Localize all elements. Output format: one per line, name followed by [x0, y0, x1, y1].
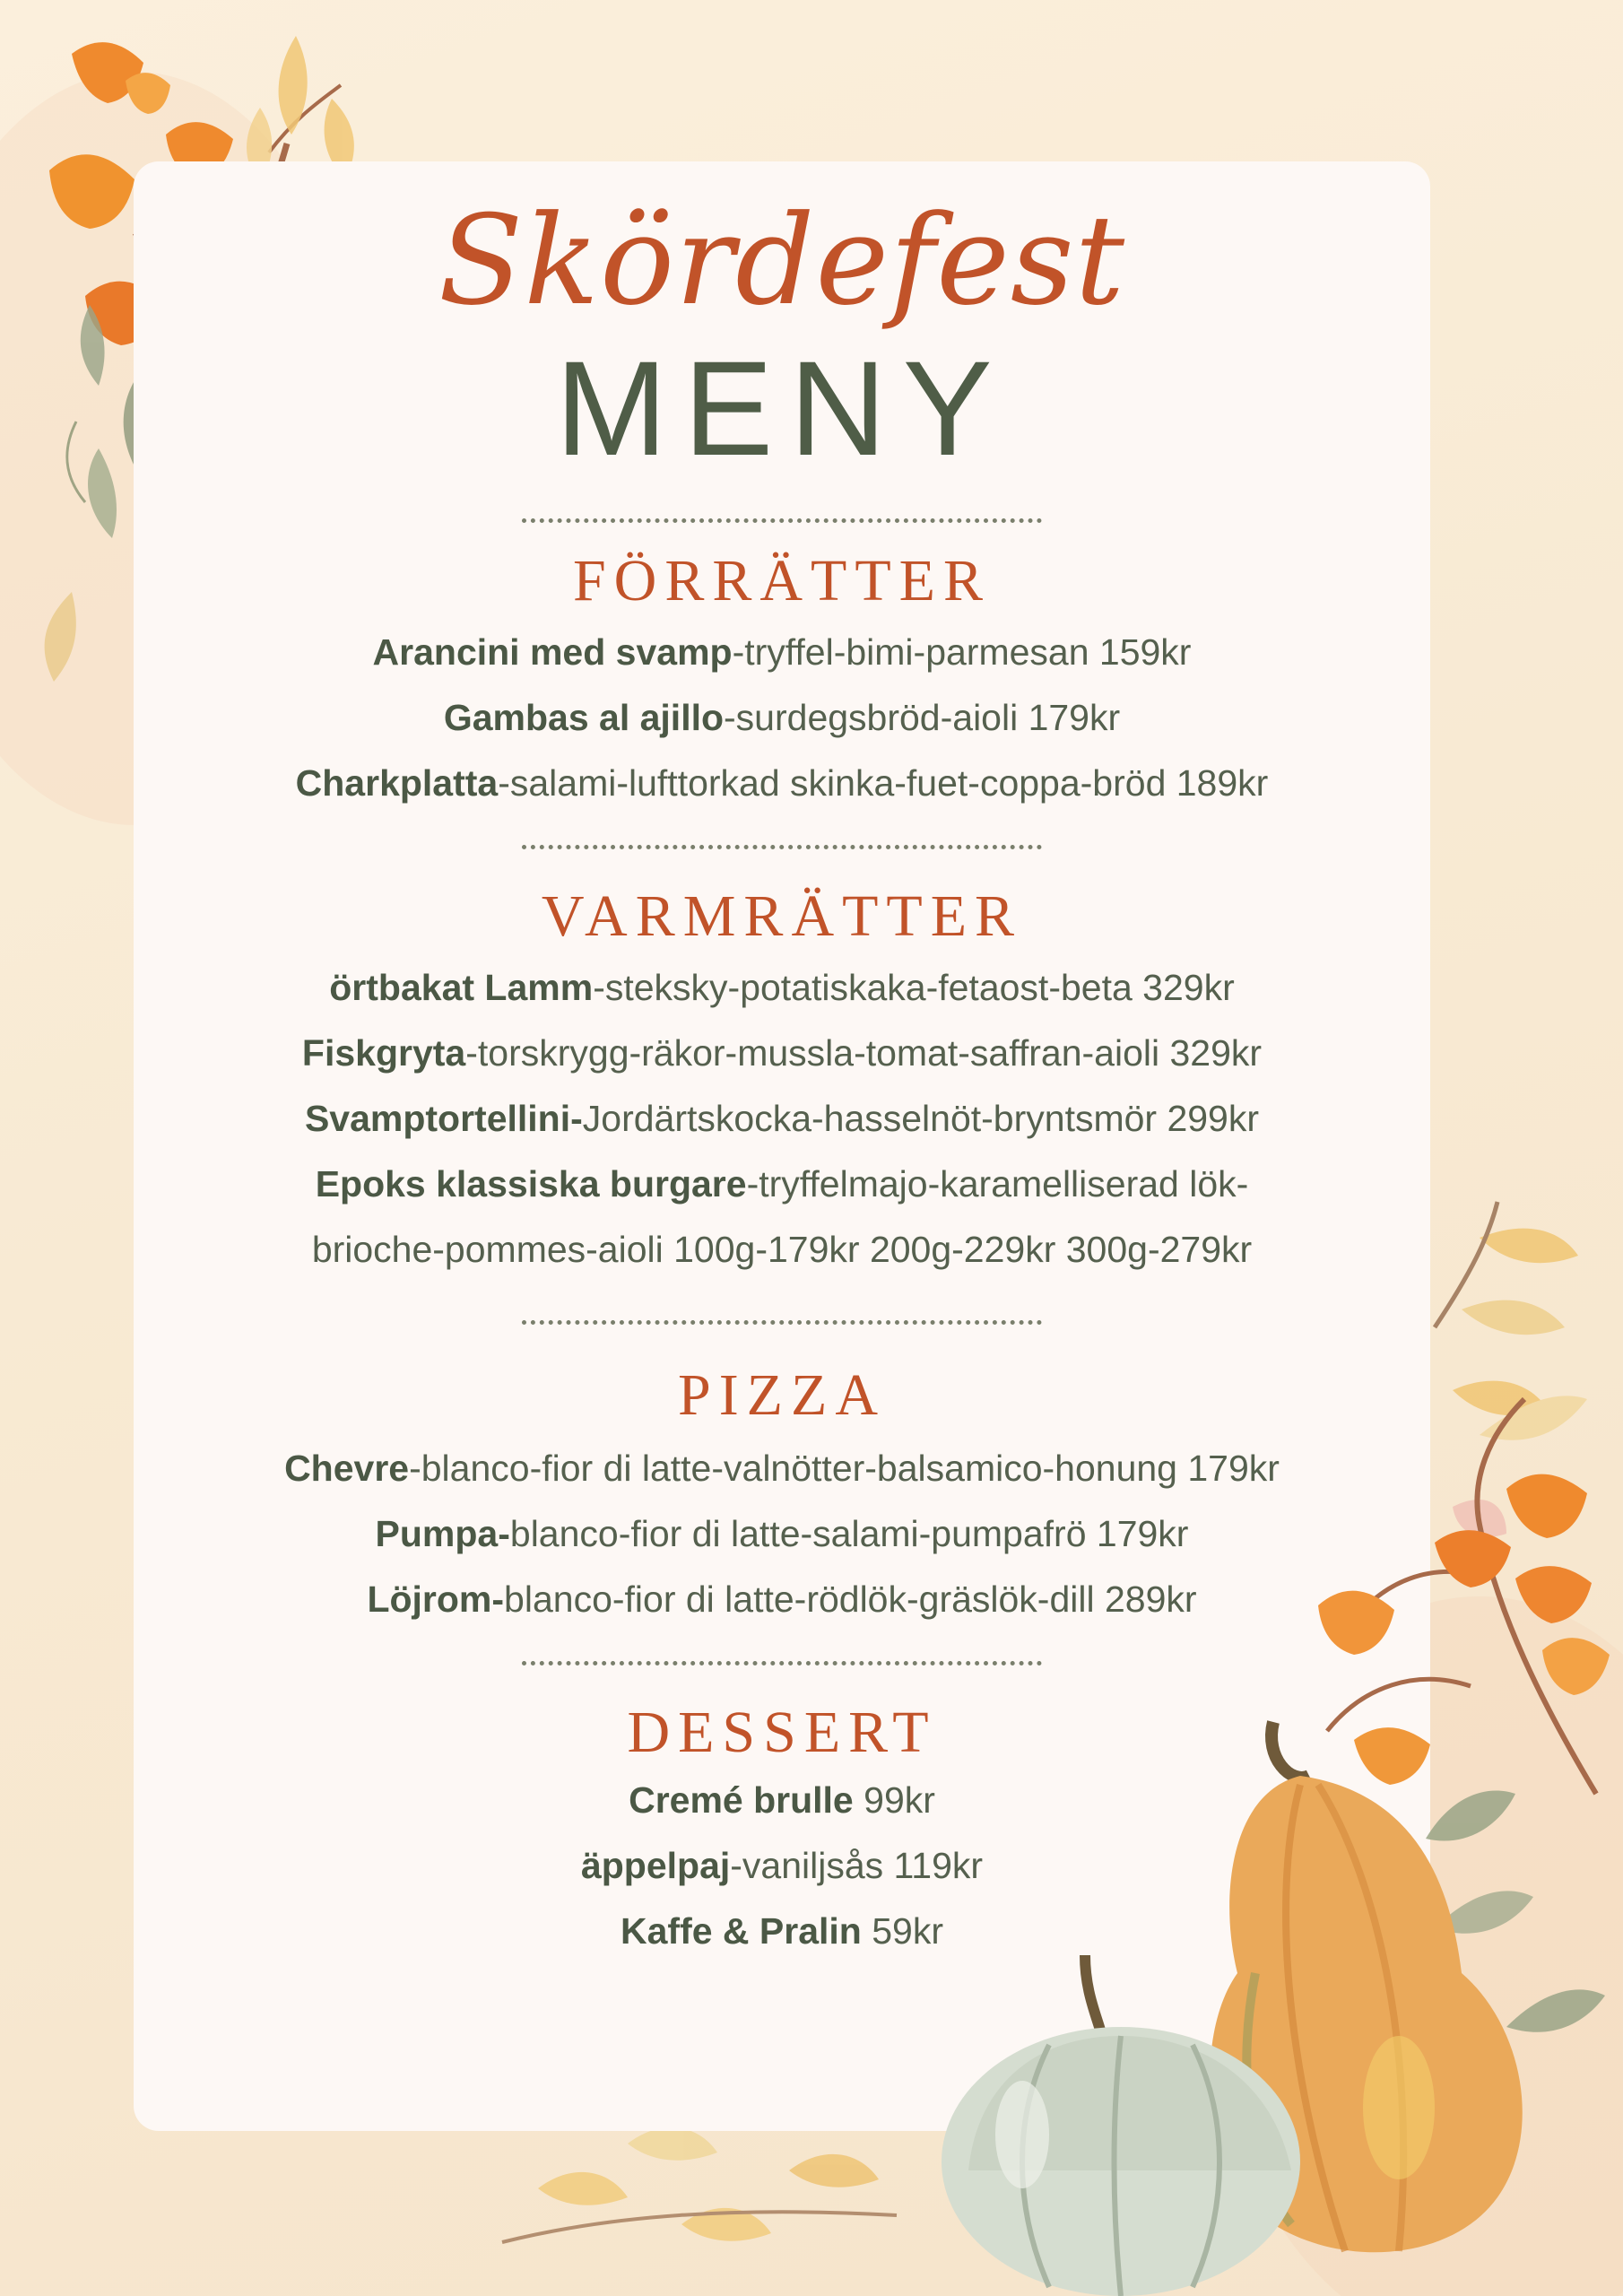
dish-name: Kaffe & Pralin — [621, 1910, 862, 1952]
dish-name: Gambas al ajillo — [443, 697, 725, 738]
divider — [522, 1661, 1042, 1665]
menu-content — [134, 161, 1430, 1975]
dish-description: blanco-fior di latte-rödlök-gräslök-dill 289kr — [504, 1578, 1197, 1620]
dish-description: -torskrygg-räkor-mussla-tomat-saffran-aioli 329kr — [465, 1032, 1263, 1074]
menu-item — [134, 1031, 1430, 1097]
section-title-pizza: PIZZA — [678, 1362, 886, 1428]
section-title-dessert: DESSERT — [627, 1700, 937, 1765]
dish-name: Chevre — [284, 1448, 410, 1489]
menu-item — [134, 966, 1430, 1031]
dish-description: -surdegsbröd-aioli 179kr — [724, 697, 1121, 738]
menu-item — [134, 761, 1430, 827]
dish-description: -vaniljsås 119kr — [730, 1845, 984, 1886]
dish-name: Löjrom- — [367, 1578, 505, 1620]
dish-name: Pumpa- — [375, 1513, 510, 1554]
dish-description: -tryffelmajo-karamelliserad lök- — [746, 1163, 1249, 1205]
dish-name: Epoks klassiska burgare — [315, 1163, 747, 1205]
menu-item — [134, 631, 1430, 696]
dish-description: -blanco-fior di latte-valnötter-balsamico-honung 179kr — [409, 1448, 1280, 1489]
menu-item — [134, 1097, 1430, 1162]
dish-name: Cremé brulle — [629, 1779, 854, 1821]
dish-name: örtbakat Lamm — [329, 967, 594, 1008]
dish-name: Charkplatta — [295, 762, 499, 804]
dish-name: Svamptortellini- — [304, 1098, 583, 1139]
dish-name: Fiskgryta — [301, 1032, 466, 1074]
dish-description: brioche-pommes-aioli 100g-179kr 200g-229kr 300g-279kr — [311, 1229, 1253, 1270]
divider — [522, 1320, 1042, 1325]
menu-item — [134, 1779, 1430, 1844]
menu-item — [134, 1578, 1430, 1643]
menu-item — [134, 1512, 1430, 1578]
divider — [522, 845, 1042, 849]
menu-item — [134, 1162, 1430, 1228]
divider — [522, 518, 1042, 523]
dish-description: blanco-fior di latte-salami-pumpafrö 179kr — [509, 1513, 1189, 1554]
menu-item-continuation — [134, 1228, 1430, 1293]
dish-description: -salami-lufttorkad skinka-fuet-coppa-bröd 189kr — [498, 762, 1269, 804]
dish-description: -tryffel-bimi-parmesan 159kr — [732, 631, 1192, 673]
page-title: MENY — [555, 333, 1009, 483]
section-title-forratter: FÖRRÄTTER — [572, 548, 992, 613]
script-title: Skördefest — [438, 188, 1126, 333]
dish-description: 99kr — [853, 1779, 935, 1821]
dish-name: Arancini med svamp — [372, 631, 733, 673]
dish-description: 59kr — [861, 1910, 943, 1952]
dish-description: -steksky-potatiskaka-fetaost-beta 329kr — [593, 967, 1235, 1008]
menu-item — [134, 1844, 1430, 1909]
section-title-varmratter: VARMRÄTTER — [541, 883, 1023, 949]
dish-description: Jordärtskocka-hasselnöt-bryntsmör 299kr — [582, 1098, 1260, 1139]
menu-item — [134, 1447, 1430, 1512]
dish-name: äppelpaj — [580, 1845, 731, 1886]
menu-item — [134, 1909, 1430, 1975]
menu-item — [134, 696, 1430, 761]
